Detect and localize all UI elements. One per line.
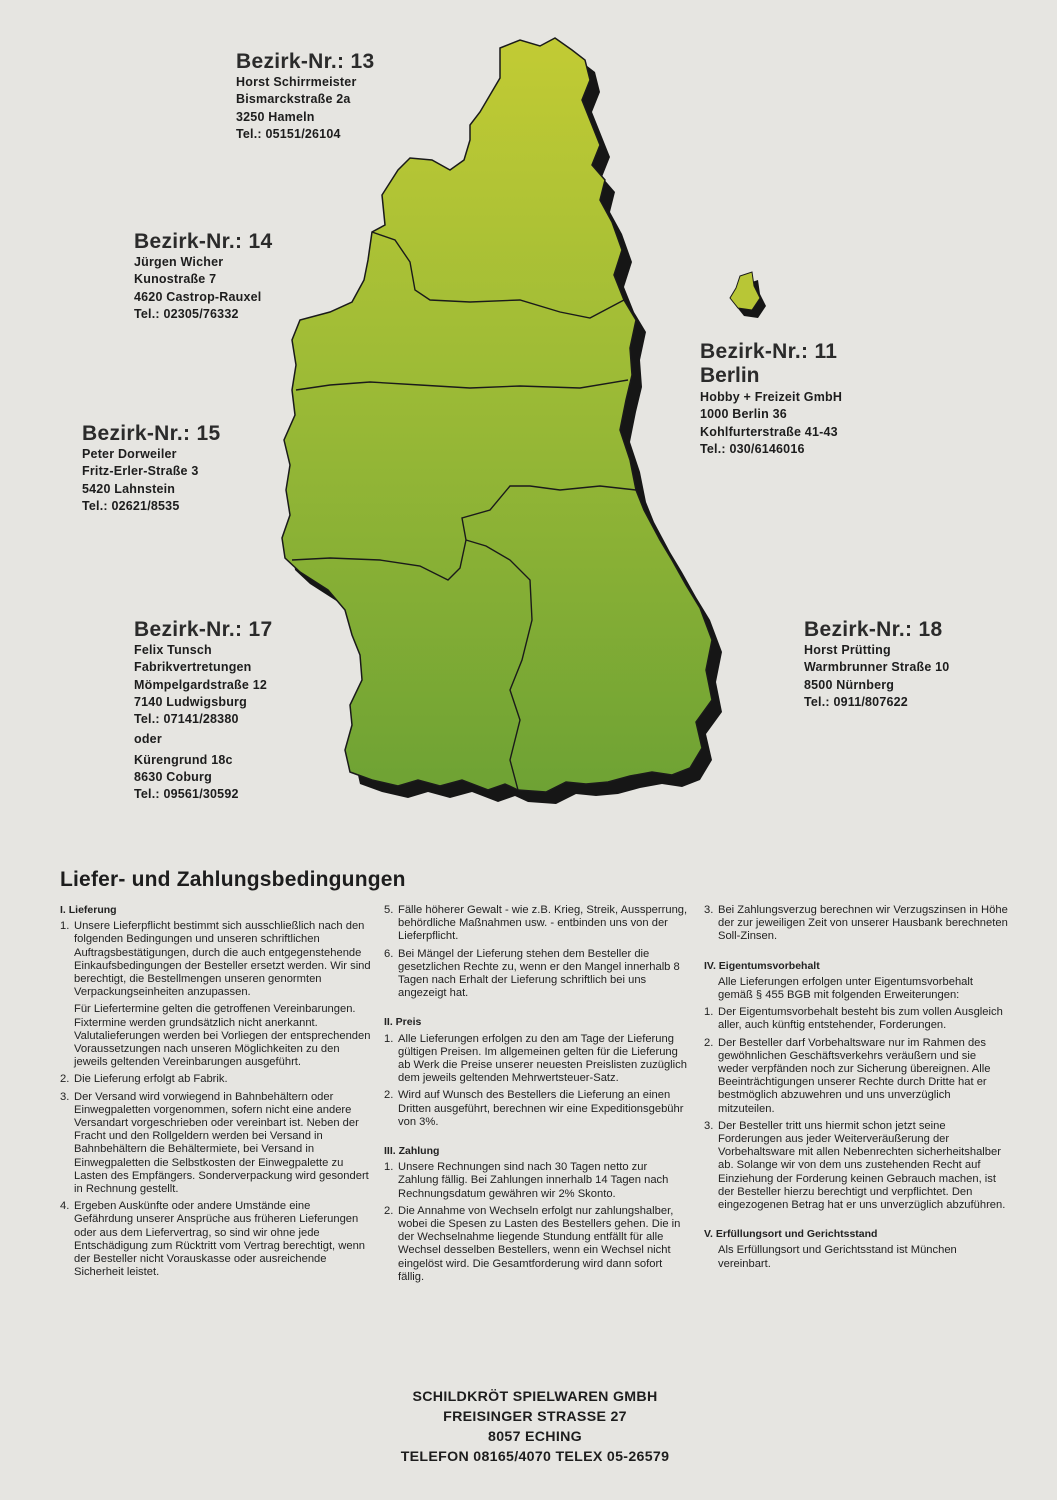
district-15-heading: Bezirk-Nr.: 15 (82, 422, 221, 445)
item-text: Wird auf Wunsch des Bestellers die Lieferung an einen Dritten ausgeführt, berechnen wir eine Expeditionsgebühr von 3%. (398, 1089, 684, 1128)
item-text: Die Lieferung erfolgt ab Fabrik. (74, 1073, 228, 1086)
item-text: Der Eigentumsvorbehalt besteht bis zum vollen Ausgleich aller, auch künftig entstehender, Forderungen. (718, 1006, 1003, 1032)
zahlung-list (384, 1161, 689, 1284)
district-18-line: Tel.: 0911/807622 (804, 694, 908, 709)
terms-column-1 (60, 904, 372, 1283)
company-contact: TELEFON 08165/4070 TELEX 05-26579 (400, 1449, 670, 1465)
district-17-line: Felix Tunsch (134, 643, 212, 657)
eigentumsvorbehalt-intro: Alle Lieferungen erfolgen unter Eigentumsvorbehalt gemäß § 455 BGB mit folgenden Erweiterungen: (718, 975, 973, 1002)
district-15-line: Tel.: 02621/8535 (82, 498, 180, 513)
item-text: Fälle höherer Gewalt - wie z.B. Krieg, Streik, Aussperrung, behördliche Maßnahmen usw. - entbinden uns von der Lieferpflicht. (398, 904, 688, 943)
item-number: 1. (384, 1161, 394, 1174)
company-street: FREISINGER STRASSE 27 (443, 1409, 627, 1425)
district-17 (134, 618, 272, 804)
list-item (704, 1037, 1009, 1116)
item-text: Unsere Rechnungen sind nach 30 Tagen netto zur Zahlung fällig. Bei Zahlungen innerhalb 14 Tagen nach Rechnungsdatum gewähren wir 2% Skonto. (398, 1161, 669, 1200)
district-18-line: Horst Prütting (804, 643, 891, 657)
terms-title: Liefer- und Zahlungsbedingungen (60, 868, 406, 891)
district-11 (700, 340, 842, 458)
district-11-line: Hobby + Freizeit GmbH (700, 390, 843, 404)
item-text: Alle Lieferungen erfolgen zu den am Tage der Lieferung gültigen Preisen. Im allgemeinen gelten für die Lieferung ab Werk die Preise unserer neuesten Preislisten zuzüglich dem jeweils geltenden Mehrwertsteuer-Satz. (398, 1032, 687, 1085)
item-text: Ergeben Auskünfte oder andere Umstände eine Gefährdung unserer Ansprüche aus früheren Lieferungen oder aus dem Liefervertrag, so sind wir ohne jede Entschädigung zum Rücktritt vom Vertrag berechtigt, wenn der Besteller nicht Vorauskasse oder ausreichende Sicherheit leistet. (74, 1200, 366, 1279)
item-number: 3. (704, 1119, 714, 1132)
district-13-line: Horst Schirrmeister (236, 75, 357, 89)
item-number: 3. (60, 1090, 70, 1103)
district-13-line: Tel.: 05151/26104 (236, 126, 341, 141)
section-heading-erfuellungsort: V. Erfüllungsort und Gerichtsstand (704, 1228, 878, 1241)
district-13-line: 3250 Hameln (236, 109, 315, 124)
lieferung-list-cont (384, 904, 689, 1000)
district-15-line: Fritz-Erler-Straße 3 (82, 464, 199, 479)
item-number: 2. (384, 1089, 394, 1102)
district-17-heading: Bezirk-Nr.: 17 (134, 618, 273, 641)
list-item (384, 1161, 689, 1201)
district-13-heading: Bezirk-Nr.: 13 (236, 50, 375, 73)
section-heading-eigentumsvorbehalt: IV. Eigentumsvorbehalt (704, 959, 820, 972)
district-14 (134, 230, 272, 323)
list-item (60, 1073, 372, 1086)
item-text: Bei Zahlungsverzug berechnen wir Verzugszinsen in Höhe der zur jeweiligen Zeit von unserer Hausbank berechneten Soll-Zinsen. (718, 904, 1008, 943)
list-item (384, 1089, 689, 1129)
terms-column-3 (704, 904, 1009, 1275)
district-17-line: Mömpelgardstraße 12 (134, 677, 268, 692)
item-number: 1. (60, 920, 70, 933)
district-14-line: Jürgen Wicher (134, 255, 224, 269)
item-text: Die Annahme von Wechseln erfolgt nur zahlungshalber, wobei die Spesen zu Lasten des Bestellers gehen. Die in der Wechselnahme liegende Stundung entfällt für alle Wechsel desselben Bestellers, wenn ein Wechsel nicht eingelöst wird. Die Gesamtforderung wird dann sofort fällig. (398, 1204, 681, 1283)
item-text: Der Besteller tritt uns hiermit schon jetzt seine Forderungen aus jeder Weiterveräußerung der Vorbehaltsware mit allen Nebenrechten sicherheitshalber ab. Solange wir von dem uns zustehenden Recht auf Einziehung der Forderung keinen Gebrauch machen, ist der Besteller hierzu berechtigt und verpflichtet. Den eingezogenen Betrag hat er uns unverzüglich abzuführen. (718, 1119, 1006, 1212)
item-number: 6. (384, 947, 394, 960)
item-number: 2. (704, 1036, 714, 1049)
list-item (384, 948, 689, 1001)
district-11-heading: Bezirk-Nr.: 11 (700, 340, 838, 363)
list-item (60, 1200, 372, 1279)
district-14-line: Tel.: 02305/76332 (134, 306, 239, 321)
district-14-line: 4620 Castrop-Rauxel (134, 289, 262, 304)
district-18-line: Warmbrunner Straße 10 (804, 660, 950, 675)
lieferung-list (60, 920, 372, 999)
company-name: SCHILDKRÖT SPIELWAREN GMBH (412, 1389, 658, 1405)
district-11-line: Kohlfurterstraße 41-43 (700, 424, 838, 439)
item-text: Der Besteller darf Vorbehaltsware nur im Rahmen des gewöhnlichen Geschäftsverkehrs veräußern und sie weder verpfänden noch zur Sicherung übereignen. Alle Beeinträchtigungen unserer Rechte durch Dritte hat er bestmöglich abzuwehren und uns unverzüglich mitzuteilen. (718, 1036, 991, 1115)
district-18 (804, 618, 949, 711)
item-number: 4. (60, 1200, 70, 1213)
district-18-line: 8500 Nürnberg (804, 677, 895, 692)
item-text: Unsere Lieferpflicht bestimmt sich ausschließlich nach den folgenden Bedingungen und unseren schriftlichen Auftragsbestätigungen, durch die auch entgegenstehende Einkaufsbedingungen der Besteller ersetzt werden. Wir sind berechtigt, die Bestellmengen unseren genormten Verpackungseinheiten anzupassen. (74, 920, 371, 999)
list-item (384, 904, 689, 944)
district-11-subheading: Berlin (700, 364, 760, 387)
district-14-line: Kunostraße 7 (134, 272, 217, 287)
lieferung-list (60, 1073, 372, 1279)
district-17-line: Fabrikvertretungen (134, 660, 252, 675)
district-14-heading: Bezirk-Nr.: 14 (134, 230, 273, 253)
list-item (704, 904, 1009, 944)
item-text: Der Versand wird vorwiegend in Bahnbehältern oder Einwegpaletten vorgenommen, sofern nicht eine andere Versandart vorgeschrieben oder vereinbart ist. Neben der Fracht und den Rollgeldern werden bei Versand in Bahnbehältern die Behältermiete, bei Versand in Einwegpaletten die Selbstkosten der Einwegpalette zu Lasten des Empfängers. Sonderverpackung wird gesondert in Rechnung gestellt. (74, 1090, 369, 1196)
company-city: 8057 ECHING (488, 1429, 582, 1445)
list-item (384, 1033, 689, 1086)
item-number: 1. (384, 1032, 394, 1045)
district-17-line: 8630 Coburg (134, 770, 212, 785)
item-extra-text: Für Liefertermine gelten die getroffenen Vereinbarungen. Fixtermine werden grundsätzlich nicht anerkannt. Valutalieferungen werden bei Vorliegen der entsprechenden Voraussetzungen nach unseren Möglichkeiten zu den jeweils geltenden Vereinbarungen ausgeführt. (74, 1003, 371, 1069)
district-15-line: 5420 Lahnstein (82, 481, 176, 496)
preis-list (384, 1033, 689, 1129)
item-number: 3. (704, 904, 714, 916)
district-11-line: 1000 Berlin 36 (700, 407, 787, 422)
list-item (704, 1120, 1009, 1212)
item-number: 1. (704, 1006, 714, 1019)
item-number: 2. (384, 1204, 394, 1217)
district-17-line: Kürengrund 18c (134, 752, 233, 767)
erfuellungsort-text: Als Erfüllungsort und Gerichtsstand ist München vereinbart. (718, 1244, 957, 1270)
terms-column-2 (384, 904, 689, 1288)
district-17-line: Tel.: 09561/30592 (134, 787, 239, 802)
zahlung-list-cont (704, 904, 1009, 944)
item-number: 5. (384, 904, 394, 916)
eigentumsvorbehalt-list (704, 1006, 1009, 1212)
list-item (384, 1205, 689, 1284)
district-13-line: Bismarckstraße 2a (236, 92, 351, 107)
section-heading-preis: II. Preis (384, 1016, 422, 1029)
district-18-heading: Bezirk-Nr.: 18 (804, 618, 943, 641)
list-item (60, 920, 372, 999)
item-text: Bei Mängel der Lieferung stehen dem Besteller die gesetzlichen Rechte zu, wenn er den Mangel innerhalb 8 Tagen nach Erhalt der Lieferung schriftlich bei uns angezeigt hat. (398, 947, 680, 1000)
item-number: 2. (60, 1073, 70, 1086)
district-17-line: oder (134, 732, 162, 747)
section-heading-zahlung: III. Zahlung (384, 1145, 440, 1158)
district-13 (236, 50, 374, 143)
district-11-line: Tel.: 030/6146016 (700, 441, 805, 456)
company-address (300, 1387, 770, 1467)
district-17-line: Tel.: 07141/28380 (134, 712, 239, 727)
district-15-line: Peter Dorweiler (82, 447, 177, 461)
district-17-line: 7140 Ludwigsburg (134, 694, 247, 709)
district-15 (82, 422, 220, 515)
list-item (704, 1006, 1009, 1032)
section-heading-lieferung: I. Lieferung (60, 904, 117, 916)
list-item (60, 1091, 372, 1197)
